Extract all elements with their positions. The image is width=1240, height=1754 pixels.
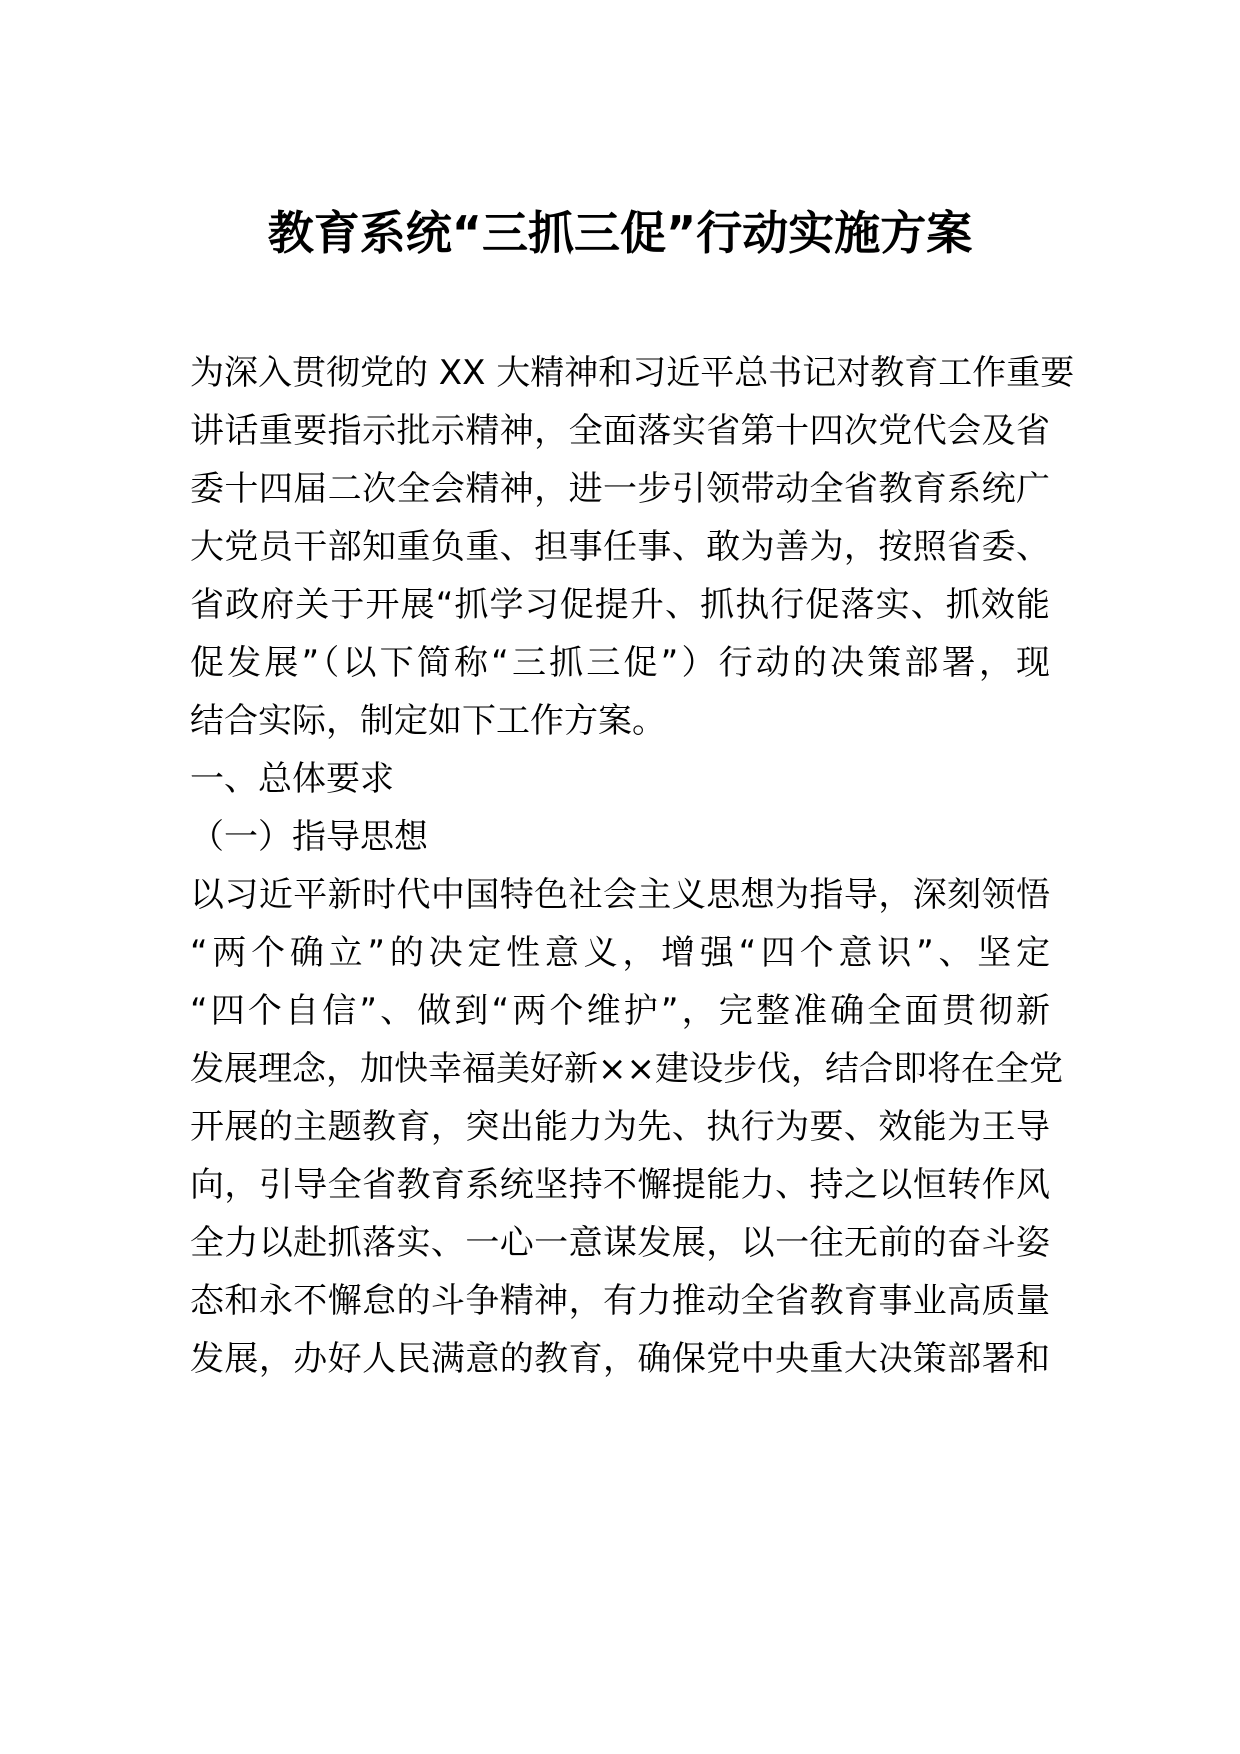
intro-line: 大党员干部知重负重、担事任事、敢为善为，按照省委、 (190, 527, 1050, 567)
guideline-line: 态和永不懈怠的斗争精神，有力推动全省教育事业高质量 (190, 1281, 1050, 1321)
guideline-line: 向，引导全省教育系统坚持不懈提能力、持之以恒转作风 (190, 1165, 1050, 1205)
subsection-heading: （一）指导思想 (190, 817, 428, 857)
document-title: 教育系统“三抓三促”行动实施方案 (267, 206, 973, 260)
intro-line: 讲话重要指示批示精神，全面落实省第十四次党代会及省 (190, 411, 1050, 451)
guideline-line: “四个自信”、做到“两个维护”，完整准确全面贯彻新 (190, 991, 1050, 1031)
guideline-line: “两个确立”的决定性意义，增强“四个意识”、坚定 (190, 933, 1050, 973)
section-heading: 一、总体要求 (190, 759, 394, 799)
intro-line: 促发展”（以下简称“三抓三促”）行动的决策部署，现 (190, 643, 1050, 683)
intro-line: 省政府关于开展“抓学习促提升、抓执行促落实、抓效能 (190, 585, 1050, 625)
guideline-line: 以习近平新时代中国特色社会主义思想为指导，深刻领悟 (190, 875, 1050, 915)
intro-line: 为深入贯彻党的 XX 大精神和习近平总书记对教育工作重要 (190, 353, 1075, 393)
intro-line: 委十四届二次全会精神，进一步引领带动全省教育系统广 (190, 469, 1050, 509)
guideline-line: 开展的主题教育，突出能力为先、执行为要、效能为王导 (190, 1107, 1050, 1147)
guideline-line: 发展理念，加快幸福美好新××建设步伐，结合即将在全党 (190, 1049, 1063, 1089)
guideline-line: 发展，办好人民满意的教育，确保党中央重大决策部署和 (190, 1339, 1050, 1379)
guideline-line: 全力以赴抓落实、一心一意谋发展，以一往无前的奋斗姿 (190, 1223, 1050, 1263)
intro-line: 结合实际，制定如下工作方案。 (190, 701, 666, 741)
